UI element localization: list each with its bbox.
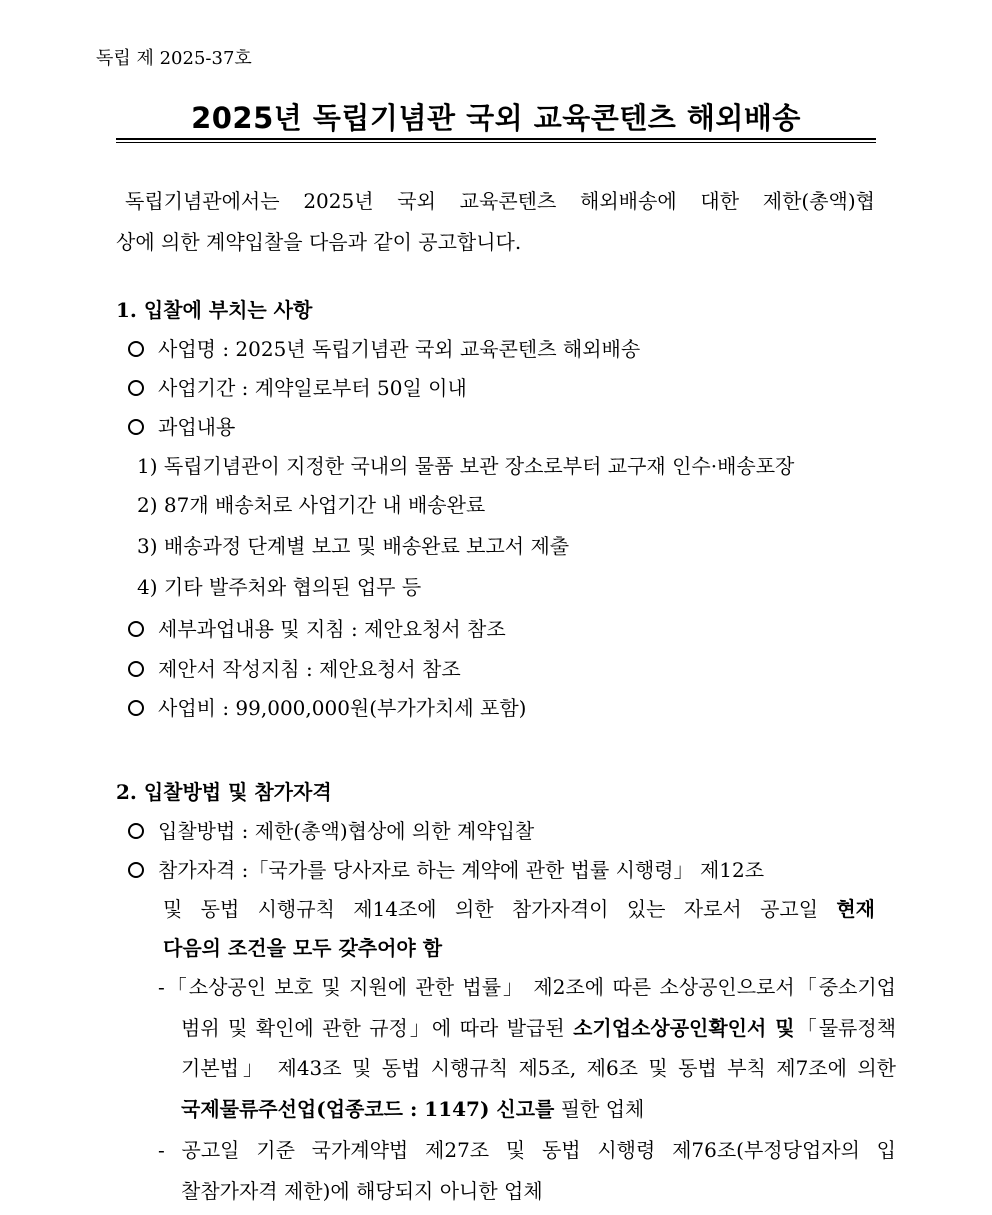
circle-bullet-icon	[128, 700, 144, 716]
sub-item-2-line-2: 찰참가자격 제한)에 해당되지 아니한 업체	[181, 1179, 543, 1203]
sub-item-1-line-2: 범위 및 확인에 관한 규정」에 따라 발급된 소기업소상공인확인서 및「물류정책	[181, 1016, 897, 1040]
intro-line-2: 상에 의한 계약입찰을 다음과 같이 공고합니다.	[116, 230, 522, 254]
task-item: 3) 배송과정 단계별 보고 및 배송완료 보고서 제출	[137, 534, 570, 558]
circle-bullet-icon	[128, 341, 144, 357]
sub-item-1-line-4: 국제물류주선업(업종코드 : 1147) 신고를 필한 업체	[181, 1097, 645, 1121]
intro-line-1: 독립기념관에서는 2025년 국외 교육콘텐츠 해외배송에 대한 제한(총액)협	[125, 189, 875, 213]
circle-bullet-icon	[128, 823, 144, 839]
list-item: 사업기간 : 계약일로부터 50일 이내	[128, 375, 467, 401]
list-item: 입찰방법 : 제한(총액)협상에 의한 계약입찰	[128, 818, 534, 844]
task-item: 1) 독립기념관이 지정한 국내의 물품 보관 장소로부터 교구재 인수·배송포장	[137, 454, 795, 478]
sub-item-1-line-3: 기본법」 제43조 및 동법 시행규칙 제5조, 제6조 및 동법 부칙 제7조에 의한	[181, 1056, 896, 1080]
qualification-line-3: 다음의 조건을 모두 갖추어야 함	[163, 936, 443, 960]
list-item: 사업비 : 99,000,000원(부가가치세 포함)	[128, 695, 526, 721]
page-title: 2025년 독립기념관 국외 교육콘텐츠 해외배송	[191, 101, 801, 135]
sub-item-1-line-1: -「소상공인 보호 및 지원에 관한 법률」 제2조에 따른 소상공인으로서「중소기업	[158, 975, 896, 999]
list-item: 과업내용	[128, 414, 235, 440]
section-2-heading: 2. 입찰방법 및 참가자격	[116, 780, 332, 804]
circle-bullet-icon	[128, 380, 144, 396]
circle-bullet-icon	[128, 661, 144, 677]
list-item: 세부과업내용 및 지침 : 제안요청서 참조	[128, 616, 506, 642]
qualification-line-2: 및 동법 시행규칙 제14조에 의한 참가자격이 있는 자로서 공고일 현재	[163, 897, 875, 921]
circle-bullet-icon	[128, 621, 144, 637]
task-item: 2) 87개 배송처로 사업기간 내 배송완료	[137, 493, 486, 517]
section-1-heading: 1. 입찰에 부치는 사항	[116, 298, 313, 322]
sub-item-2-line-1: - 공고일 기준 국가계약법 제27조 및 동법 시행령 제76조(부정당업자의 입	[158, 1138, 896, 1162]
task-item: 4) 기타 발주처와 협의된 업무 등	[137, 575, 422, 599]
title-underline-thin	[116, 142, 876, 143]
list-item: 제안서 작성지침 : 제안요청서 참조	[128, 656, 461, 682]
list-item: 참가자격 :「국가를 당사자로 하는 계약에 관한 법률 시행령」 제12조	[128, 857, 764, 883]
list-item: 사업명 : 2025년 독립기념관 국외 교육콘텐츠 해외배송	[128, 336, 640, 362]
title-underline	[116, 138, 876, 140]
circle-bullet-icon	[128, 419, 144, 435]
circle-bullet-icon	[128, 862, 144, 878]
document-number: 독립 제 2025-37호	[96, 48, 252, 69]
